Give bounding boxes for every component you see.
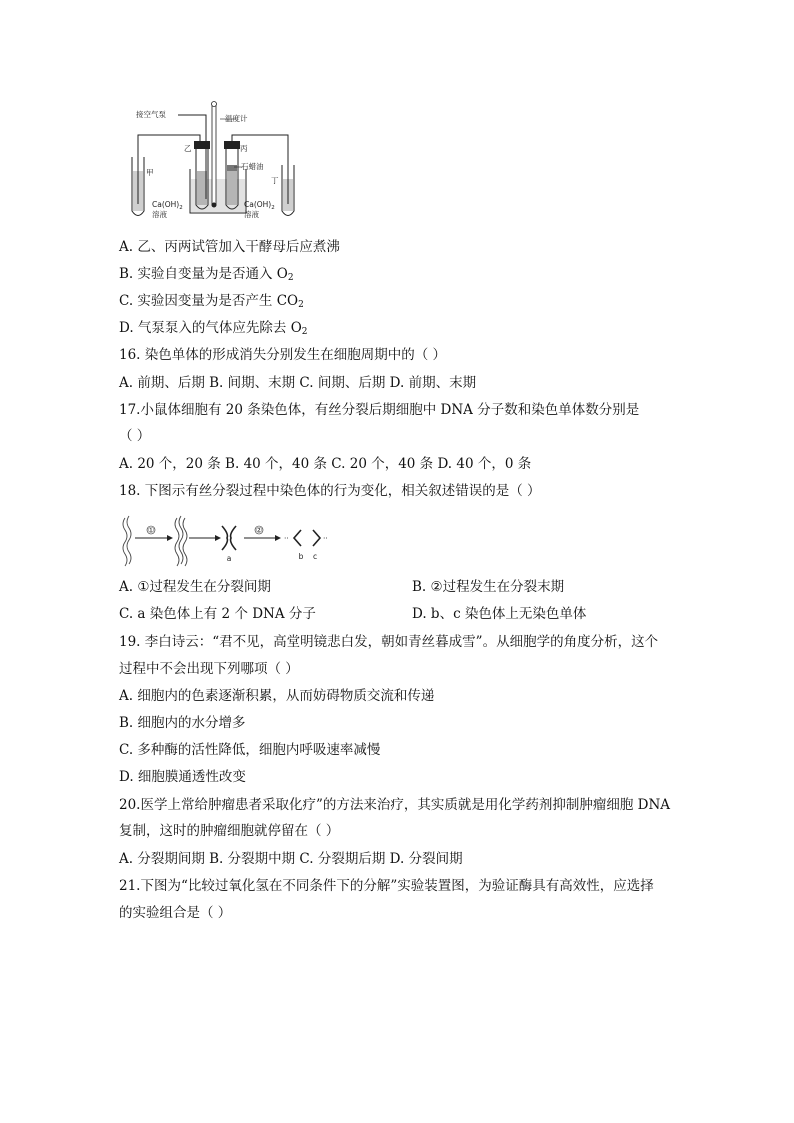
q18-option-b[interactable]: B. ②过程发生在分裂末期 [412, 579, 565, 595]
q18-stem: 18. 下图示有丝分裂过程中染色体的行为变化，相关叙述错误的是（ ） [119, 483, 541, 499]
q19-stem-line2: 过程中不会出现下列哪项（ ） [119, 661, 299, 677]
q20-options[interactable]: A. 分裂期间期 B. 分裂期中期 C. 分裂期后期 D. 分裂间期 [119, 851, 463, 867]
thermometer [212, 105, 216, 205]
paraffin-oil-layer [227, 165, 237, 171]
label-paraffin-oil: 石蜡油 [241, 162, 264, 171]
q15-option-b[interactable]: B. 实验自变量为是否通入 $O_2$ [119, 266, 294, 283]
svg-text:··: ·· [323, 534, 328, 543]
liquid-bing [227, 171, 237, 205]
q20-stem-line1: 20.医学上常给肿瘤患者采取化疗”的方法来治疗，其实质就是用化学药剂抑制肿瘤细胞 DNA [119, 797, 671, 813]
step-2-label: ② [255, 525, 263, 535]
q18-option-c[interactable]: C. a 染色体上有 2 个 DNA 分子 [119, 606, 316, 622]
q21-stem-line1: 21.下图为“比较过氧化氢在不同条件下的分解”实验装置图，为验证酶具有高效性，应选择 [119, 878, 654, 894]
chromosome-a-label: a [226, 554, 232, 563]
svg-text:··: ·· [284, 534, 289, 543]
label-caoh-right: $Ca(OH)_2$ [244, 200, 275, 211]
step-1-label: ① [147, 525, 155, 535]
q19-option-a[interactable]: A. 细胞内的色素逐渐积累，从而妨碍物质交流和传递 [119, 688, 435, 704]
label-jia: 甲 [146, 168, 154, 177]
q17-stem-line1: 17.小鼠体细胞有 20 条染色体，有丝分裂后期细胞中 DNA 分子数和染色单体数分别是 [119, 402, 640, 418]
q18-option-d[interactable]: D. b、c 染色体上无染色单体 [412, 606, 587, 622]
q15-option-c[interactable]: C. 实验因变量为是否产生 $CO_2$ [119, 293, 304, 310]
q17-stem-line2: （ ） [119, 428, 151, 444]
q17-options[interactable]: A. 20 个，20 条 B. 40 个，40 条 C. 20 个，40 条 D. 40 个，0 条 [119, 456, 532, 472]
chromosome-behavior-diagram [119, 512, 344, 568]
q19-stem-line1: 19. 李白诗云：“君不见，高堂明镜悲白发，朝如青丝暮成雪”。从细胞学的角度分析，这个 [119, 634, 659, 650]
label-air-pump: 接空气泵 [136, 110, 166, 119]
label-caoh-left: $Ca(OH)_2$ [152, 200, 183, 211]
chromosome-c-label: c [312, 552, 318, 561]
label-thermometer: 温度计 [225, 114, 248, 123]
label-ding: 丁 [271, 176, 279, 185]
q20-stem-line2: 复制，这时的肿瘤细胞就停留在（ ） [119, 823, 340, 839]
label-solution-right: 溶液 [244, 210, 259, 219]
q19-option-d[interactable]: D. 细胞膜通透性改变 [119, 769, 246, 785]
q19-option-b[interactable]: B. 细胞内的水分增多 [119, 715, 246, 731]
q19-option-c[interactable]: C. 多种酶的活性降低，细胞内呼吸速率减慢 [119, 742, 381, 758]
fermentation-apparatus-diagram [128, 99, 308, 221]
q21-stem-line2: 的实验组合是（ ） [119, 905, 232, 921]
q15-option-d[interactable]: D. 气泵泵入的气体应先除去 $O_2$ [119, 320, 308, 337]
q18-option-a[interactable]: A. ①过程发生在分裂间期 [119, 579, 271, 595]
label-bing: 丙 [240, 144, 248, 153]
chromosome-b-label: b [298, 552, 304, 561]
q15-option-a[interactable]: A. 乙、丙两试管加入干酵母后应煮沸 [119, 239, 340, 255]
q16-stem: 16. 染色单体的形成消失分别发生在细胞周期中的（ ） [119, 347, 447, 363]
label-yi: 乙 [184, 144, 192, 153]
q16-options[interactable]: A. 前期、后期 B. 间期、末期 C. 间期、后期 D. 前期、末期 [119, 375, 477, 391]
stopper-yi [194, 141, 210, 149]
label-solution-left: 溶液 [152, 210, 167, 219]
